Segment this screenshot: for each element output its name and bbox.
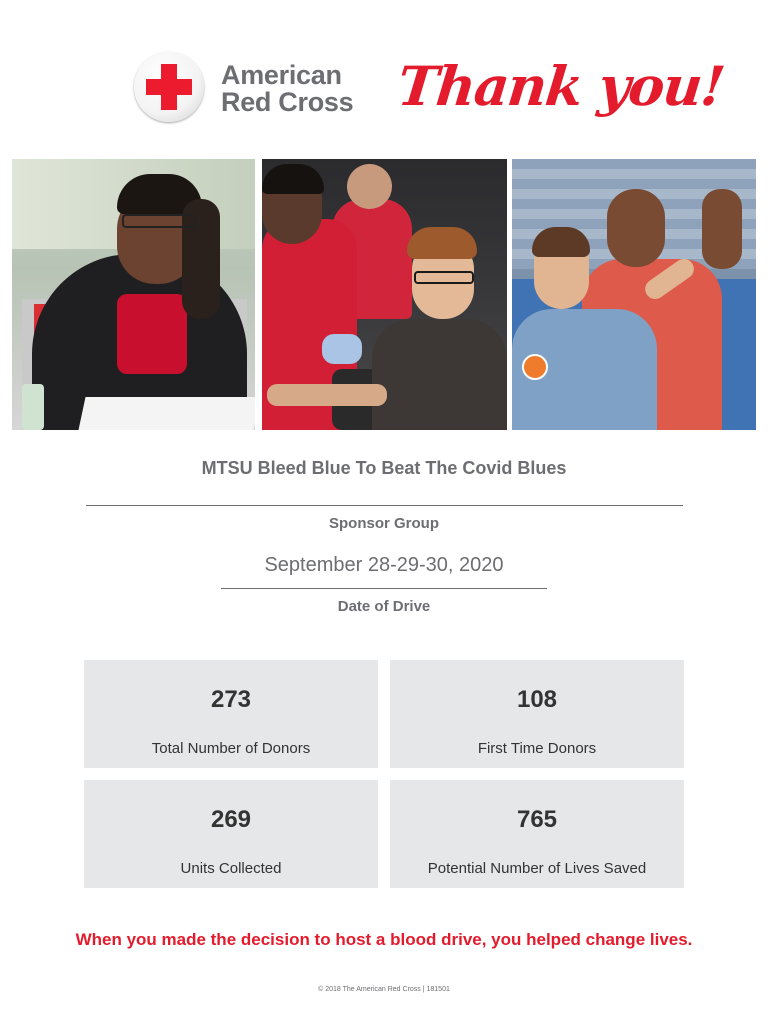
thank-you-headline: Thank you! [394, 54, 727, 118]
stat-value: 273 [210, 686, 252, 713]
stat-total-donors [84, 660, 378, 768]
stat-label: Units Collected [180, 860, 282, 877]
date-divider [221, 588, 547, 589]
stat-label: Potential Number of Lives Saved [427, 860, 647, 877]
stat-value: 765 [516, 806, 558, 833]
stat-lives-saved [390, 780, 684, 888]
drive-date: September 28-29-30, 2020 [264, 554, 504, 576]
stat-label: First Time Donors [477, 740, 597, 757]
stat-units-collected [84, 780, 378, 888]
sponsor-group-name: MTSU Bleed Blue To Beat The Covid Blues [201, 458, 567, 478]
sponsor-divider [86, 505, 683, 506]
stat-first-time-donors [390, 660, 684, 768]
brand-name-line-2: Red Cross [221, 87, 354, 117]
date-of-drive-label: Date of Drive [337, 598, 431, 615]
stat-label: Total Number of Donors [151, 740, 311, 757]
header [0, 0, 768, 150]
photo-volunteers [512, 159, 756, 430]
stat-value: 108 [516, 686, 558, 713]
red-cross-logo [134, 52, 204, 122]
photo-donor [262, 159, 507, 430]
photo-strip [12, 159, 756, 430]
closing-message: When you made the decision to host a blood drive, you helped change lives. [75, 930, 693, 949]
brand-name-line-1: American [221, 60, 342, 90]
copyright-footer: © 2018 The American Red Cross | 181501 [318, 986, 450, 993]
photo-volunteer [12, 159, 255, 430]
sponsor-group-label: Sponsor Group [329, 515, 439, 532]
red-cross-icon [146, 64, 192, 110]
stat-value: 269 [210, 806, 252, 833]
